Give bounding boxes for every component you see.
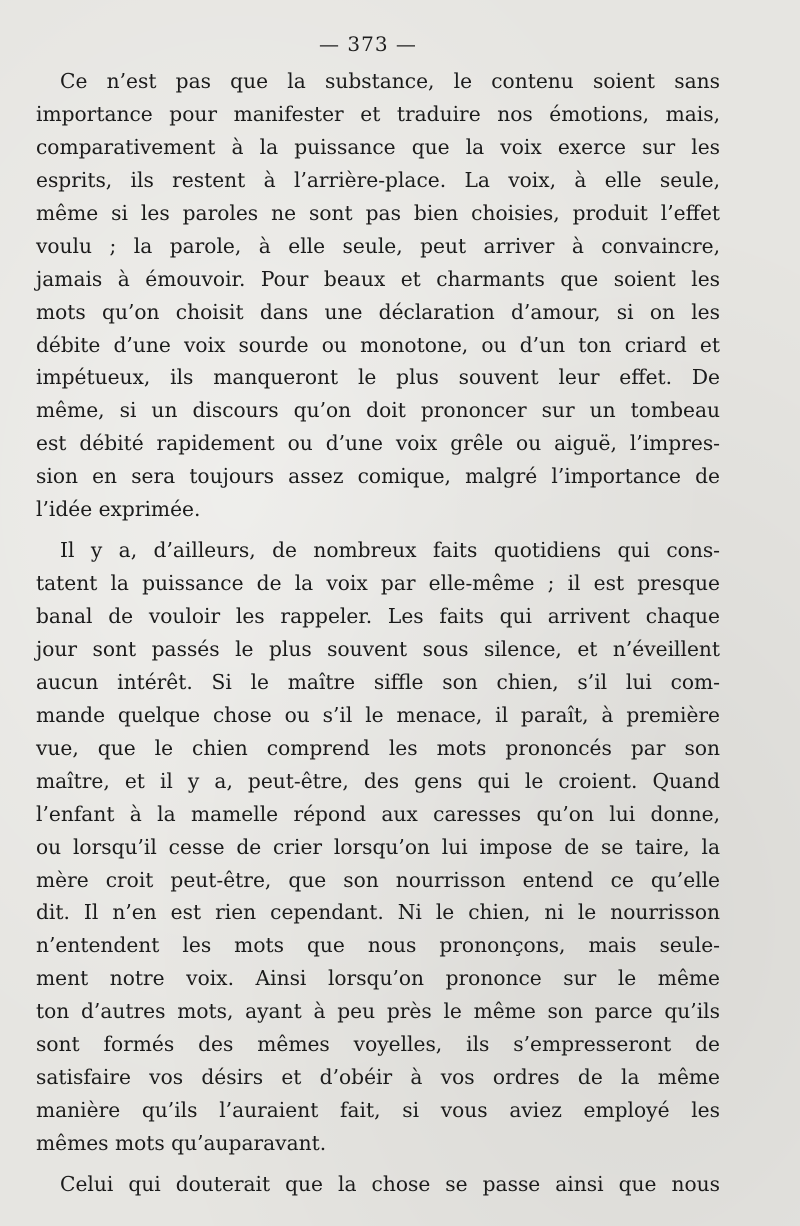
text-line: jamais à émouvoir. Pour beaux et charmants que soient les bbox=[36, 266, 720, 291]
paragraph-2 bbox=[36, 534, 720, 1160]
text-line: maître, et il y a, peut-être, des gens qui le croient. Quand bbox=[36, 768, 720, 793]
text-line: ton d’autres mots, ayant à peu près le même son parce qu’ils bbox=[36, 999, 720, 1024]
text-line: même si les paroles ne sont pas bien choisies, produit l’effet bbox=[36, 200, 720, 225]
text-line: impétueux, ils manqueront le plus souvent leur effet. De bbox=[36, 365, 720, 390]
text-line: voulu ; la parole, à elle seule, peut arriver à convaincre, bbox=[36, 233, 720, 258]
text-line: esprits, ils restent à l’arrière-place. La voix, à elle seule, bbox=[36, 167, 720, 192]
text-line: vue, que le chien comprend les mots prononcés par son bbox=[36, 735, 720, 760]
text-line: Ce n’est pas que la substance, le contenu soient sans bbox=[60, 69, 720, 93]
text-line: aucun intérêt. Si le maître siffle son chien, s’il lui com- bbox=[36, 669, 720, 694]
text-line: ment notre voix. Ainsi lorsqu’on prononce sur le même bbox=[36, 966, 720, 991]
paragraph-3 bbox=[36, 1168, 720, 1201]
text-line: mêmes mots qu’auparavant. bbox=[36, 1131, 327, 1155]
text-line: ou lorsqu’il cesse de crier lorsqu’on lui impose de se taire, la bbox=[36, 834, 720, 859]
text-line: Celui qui douterait que la chose se passe ainsi que nous bbox=[60, 1171, 720, 1196]
text-line: Il y a, d’ailleurs, de nombreux faits quotidiens qui cons- bbox=[60, 538, 720, 563]
text-line: l’enfant à la mamelle répond aux caresses qu’on lui donne, bbox=[36, 801, 720, 826]
text-line: comparativement à la puissance que la voix exerce sur les bbox=[36, 134, 720, 159]
text-line: mère croit peut-être, que son nourrisson entend ce qu’elle bbox=[36, 867, 720, 892]
text-line: importance pour manifester et traduire nos émotions, mais, bbox=[36, 101, 720, 126]
text-line: manière qu’ils l’auraient fait, si vous aviez employé les bbox=[36, 1098, 720, 1123]
text-line: tatent la puissance de la voix par elle-même ; il est presque bbox=[36, 571, 720, 596]
text-line: débite d’une voix sourde ou monotone, ou d’un ton criard et bbox=[36, 332, 720, 357]
paragraph-1 bbox=[36, 65, 720, 526]
page-number: — 373 — bbox=[319, 32, 417, 56]
text-line: sion en sera toujours assez comique, malgré l’importance de bbox=[36, 464, 720, 489]
text-line: l’idée exprimée. bbox=[36, 497, 201, 522]
text-line: n’entendent les mots que nous prononçons, mais seule- bbox=[36, 933, 720, 958]
text-line: sont formés des mêmes voyelles, ils s’empresseront de bbox=[36, 1032, 720, 1057]
page-text bbox=[36, 65, 720, 1201]
text-line: banal de vouloir les rappeler. Les faits qui arrivent chaque bbox=[36, 604, 720, 628]
text-line: dit. Il n’en est rien cependant. Ni le chien, ni le nourrisson bbox=[36, 900, 720, 925]
text-line: même, si un discours qu’on doit prononcer sur un tombeau bbox=[36, 398, 720, 423]
text-line: jour sont passés le plus souvent sous silence, et n’éveillent bbox=[36, 636, 720, 661]
text-line: satisfaire vos désirs et d’obéir à vos ordres de la même bbox=[36, 1065, 720, 1090]
text-line: est débité rapidement ou d’une voix grêle ou aiguë, l’impres- bbox=[36, 431, 720, 456]
text-line: mots qu’on choisit dans une déclaration d’amour, si on les bbox=[36, 299, 720, 324]
text-line: mande quelque chose ou s’il le menace, il paraît, à première bbox=[36, 702, 720, 727]
